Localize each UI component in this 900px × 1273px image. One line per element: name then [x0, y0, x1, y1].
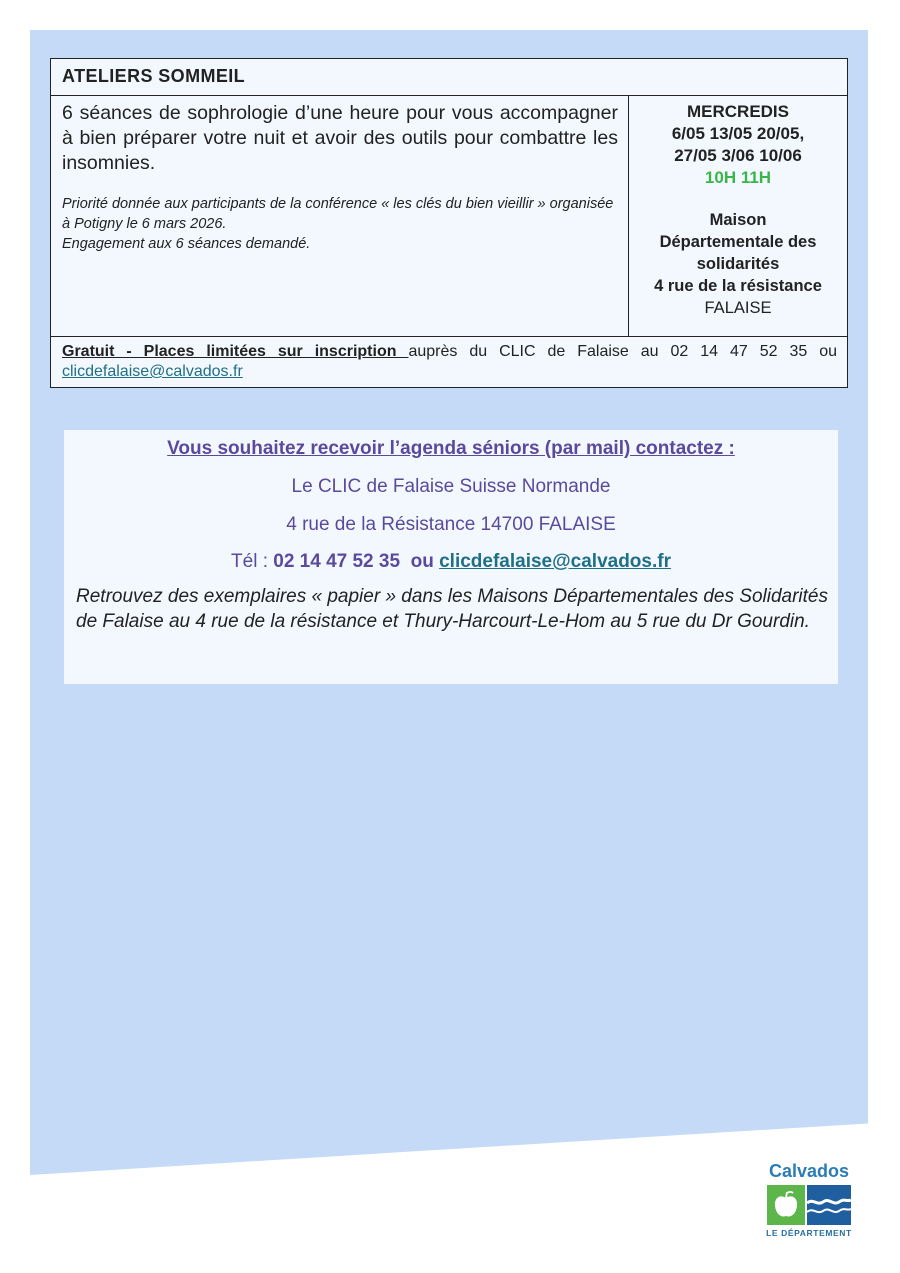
- atelier-note: [62, 194, 618, 254]
- atelier-title: ATELIERS SOMMEIL: [51, 59, 847, 96]
- atelier-description-cell: [51, 96, 629, 336]
- atelier-note-commitment: Engagement aux 6 séances demandé.: [62, 236, 311, 252]
- place-line-2: Départementale des: [659, 233, 817, 251]
- footer-contact-text: auprès du CLIC de Falaise au 02 14 47 52 35 ou: [408, 343, 838, 360]
- atelier-description: 6 séances de sophrologie d’une heure pour vous accompagner à bien préparer votre nuit et avoir des outils pour combattre les insomnies.: [62, 102, 618, 174]
- schedule-place: [629, 209, 847, 297]
- logo-title: Calvados: [768, 1161, 850, 1181]
- tel-number[interactable]: 02 14 47 52 35: [273, 551, 401, 572]
- place-line-3: solidarités: [696, 255, 780, 273]
- apple-icon: [767, 1185, 805, 1225]
- info-heading: Vous souhaitez recevoir l’agenda séniors (par mail) contactez :: [167, 438, 735, 459]
- waves-icon: [807, 1185, 851, 1225]
- info-email-link[interactable]: clicdefalaise@calvados.fr: [439, 551, 671, 572]
- place-line-1: Maison: [709, 211, 767, 229]
- atelier-footer: [51, 337, 847, 382]
- place-city: FALAISE: [704, 299, 772, 317]
- logo-icons: [762, 1185, 856, 1225]
- tel-separator: ou: [400, 551, 440, 572]
- atelier-schedule-cell: [629, 96, 847, 336]
- atelier-note-priority: Priorité donnée aux participants de la conférence « les clés du bien vieillir » organisée à Potigny le 6 mars 2026.: [62, 196, 614, 232]
- atelier-box: [50, 58, 848, 388]
- info-contact: [64, 550, 838, 574]
- info-clic-name: Le CLIC de Falaise Suisse Normande: [291, 476, 611, 497]
- info-paragraph: Retrouvez des exemplaires « papier » dans les Maisons Départementales des Solidarités de Falaise au 4 rue de la résistance et Thury-Harcourt-Le-Hom au 5 rue du Dr Gourdin.: [76, 586, 828, 632]
- agenda-info-box: [64, 430, 838, 684]
- info-address: 4 rue de la Résistance 14700 FALAISE: [286, 514, 616, 535]
- footer-email-link[interactable]: clicdefalaise@calvados.fr: [62, 363, 243, 380]
- schedule-dates-2: 27/05 3/06 10/06: [674, 146, 802, 165]
- schedule-days: MERCREDIS: [686, 102, 789, 121]
- atelier-body: [51, 96, 847, 337]
- tel-label: Tél :: [231, 551, 274, 572]
- atelier-footer-line: [62, 342, 837, 362]
- schedule-hours: 10H 11H: [704, 168, 772, 187]
- logo-subtitle: LE DÉPARTEMENT: [766, 1228, 852, 1238]
- place-line-4: 4 rue de la résistance: [654, 277, 822, 295]
- calvados-logo: [762, 1160, 856, 1242]
- footer-free-limited: Gratuit - Places limitées sur inscription: [62, 343, 409, 360]
- schedule-dates-1: 6/05 13/05 20/05,: [671, 124, 805, 143]
